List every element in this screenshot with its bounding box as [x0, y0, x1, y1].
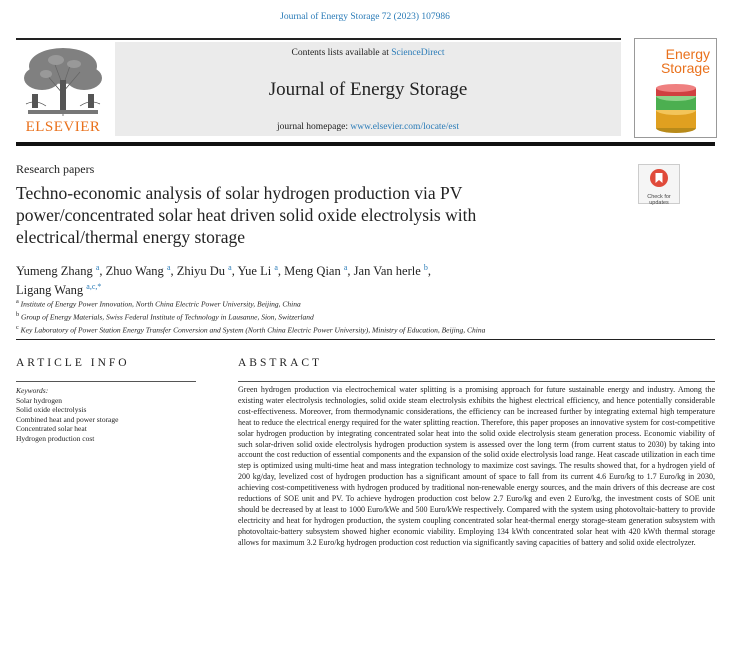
check-for-updates-button[interactable]: [638, 164, 680, 204]
author[interactable]: [106, 264, 171, 278]
author-name: Zhiyu Du: [176, 264, 226, 279]
author[interactable]: [354, 264, 428, 278]
elsevier-logo[interactable]: [16, 44, 110, 136]
keywords-label: Keywords:: [16, 386, 49, 395]
affiliation-key: b: [16, 311, 20, 318]
homepage-prefix: journal homepage:: [277, 122, 351, 132]
article-title: Techno-economic analysis of solar hydrogen production via PV power/concentrated solar heat driven solid oxide electrolysis with electrical/thermal energy storage: [16, 183, 477, 247]
cover-title: [661, 47, 710, 75]
contents-line: [115, 48, 621, 58]
keyword[interactable]: Solar hydrogen: [16, 395, 63, 405]
author-name: Meng Qian: [284, 264, 341, 279]
author-affiliation-mark[interactable]: a: [95, 263, 100, 272]
keyword[interactable]: Hydrogen production cost: [16, 433, 95, 443]
homepage-line: [115, 122, 621, 132]
keywords-divider: [16, 381, 196, 382]
keyword[interactable]: Solid oxide electrolysis: [16, 405, 87, 415]
cover-battery-icon: [653, 84, 699, 134]
journal-homepage-link[interactable]: www.elsevier.com/locate/est: [350, 122, 459, 132]
elsevier-tree-icon: [16, 44, 110, 118]
author-name: Ligang Wang: [16, 283, 84, 298]
journal-title: Journal of Energy Storage: [268, 79, 468, 100]
author-affiliation-mark[interactable]: a: [166, 263, 171, 272]
journal-citation[interactable]: Journal of Energy Storage 72 (2023) 107986: [280, 12, 450, 22]
author[interactable]: [16, 264, 99, 278]
article-info-heading: ARTICLE INFO: [16, 357, 130, 369]
section-divider: [16, 339, 715, 340]
affiliation-text: Institute of Energy Power Innovation, North China Electric Power University, Beijing, China: [20, 299, 301, 309]
author-name: Yue Li: [237, 264, 272, 279]
cover-title-line1: Energy: [665, 46, 710, 62]
journal-header: [115, 42, 621, 136]
author[interactable]: [284, 264, 347, 278]
affiliation: [16, 310, 716, 323]
article-section: Research papers: [16, 162, 95, 176]
author[interactable]: [16, 283, 101, 297]
abstract-heading: ABSTRACT: [238, 357, 323, 369]
affiliation: [16, 323, 716, 336]
journal-cover[interactable]: [634, 38, 717, 138]
affiliation-key: c: [16, 324, 19, 331]
affiliation-list: [16, 297, 716, 336]
author-name: Jan Van herle: [353, 264, 421, 279]
keyword[interactable]: Concentrated solar heat: [16, 424, 87, 434]
publisher-name: ELSEVIER: [25, 119, 101, 135]
keywords-list: [16, 386, 206, 444]
sciencedirect-link[interactable]: ScienceDirect: [391, 48, 445, 58]
author-affiliation-mark[interactable]: a: [343, 263, 348, 272]
abstract-divider: [238, 381, 715, 382]
affiliation: [16, 297, 716, 310]
bookmark-icon: [649, 168, 669, 188]
affiliation-key: a: [16, 298, 19, 305]
author-affiliation-mark[interactable]: a: [274, 263, 278, 272]
header-rule: [16, 38, 621, 40]
author-name: Yumeng Zhang: [16, 264, 93, 279]
affiliation-text: Key Laboratory of Power Station Energy Transfer Conversion and System (North China Electric Power University), Ministry of Education, Beijing, China: [20, 325, 486, 335]
contents-prefix: Contents lists available at: [291, 48, 392, 58]
abstract-text: Green hydrogen production via electrochemical water splitting is a promising approach for future sustainable energy and industry. Among the existing water electrolysis technologies, solid oxide steam electrolysis exhibits the highest electrical efficiency, and hence potentially considerable cost-effectiveness. Moreover, from thermodynamic considerations, the efficiency can be increased further by integrating external high temperature heat to reduce the electrical energy required for the water splitting reaction. Therefore, this paper proposes an innovative system for cost-competitive solar hydrogen production by integrating concentrated solar heat into the solid oxide electrolysis steam generation process. Economic viability of such solar-driven solid oxide electrolysis hydrogen production system is assessed over the long term (from current status to 2030) by taking into account the cost reduction of essential components and the expansion of the solid oxide electrolysis load range. Heat cascade utilization in each time step is optimized using multi-time heat and mass integration technology to maximize cost savings. The results showed that, for a hydrogen yield of 200 kg/day, levelized cost of hydrogen production has a significant amount of space to fall from its current 4.6 Euro/kg to 1.7 Euro/kg in 2030, achieving cost-competitiveness with hydrogen produced by traditional non-renewable energy sources, and the main drivers of this decrease are cost reductions of SOE unit and PV. To achieve hydrogen production cost below 2.7 Euro/kg and even 2 Euro/kg, the investment costs of SOE unit should be decreased by at least to 1000 Euro/kWe and 500 Euro/kWe respectively. Compared with the system using photovoltaic-battery to provide electricity and heat for hydrogen production, the system coupling concentrated solar heat-thermal energy storage-steam generation subsystem with photovoltaic-battery subsystem showed higher economic viability. Employing 134 kWth concentrated solar heat with 420 kWth thermal storage allows for maximum 3.2 Euro/kg hydrogen production cost reduction via significantly saving capacities of battery and solid oxide electrolyzer.: [238, 385, 715, 547]
author[interactable]: [177, 264, 232, 278]
author-list: Yumeng Zhang $^a$, Zhuo Wang $^a$, Zhiyu Du $^a$, Yue Li $^a$, Meng Qian $^a$, Jan Van herle $^b$, Ligang Wang $^{a,c,*}$: [16, 263, 432, 298]
author-name: Zhuo Wang: [105, 264, 164, 279]
author-affiliation-mark[interactable]: b: [423, 263, 428, 272]
check-updates-label: [639, 194, 679, 206]
check-updates-line1: Check for: [647, 194, 671, 200]
check-updates-line2: updates: [649, 200, 669, 206]
author-affiliation-mark[interactable]: a,c,*: [86, 282, 102, 292]
cover-title-line2: Storage: [660, 60, 710, 76]
keyword[interactable]: Combined heat and power storage: [16, 414, 119, 424]
header-rule-thick: [16, 142, 715, 146]
affiliation-text: Group of Energy Materials, Swiss Federal Institute of Technology in Lausanne, Sion, Switzerland: [21, 312, 314, 322]
author[interactable]: [238, 264, 278, 278]
author-affiliation-mark[interactable]: a: [228, 263, 232, 272]
